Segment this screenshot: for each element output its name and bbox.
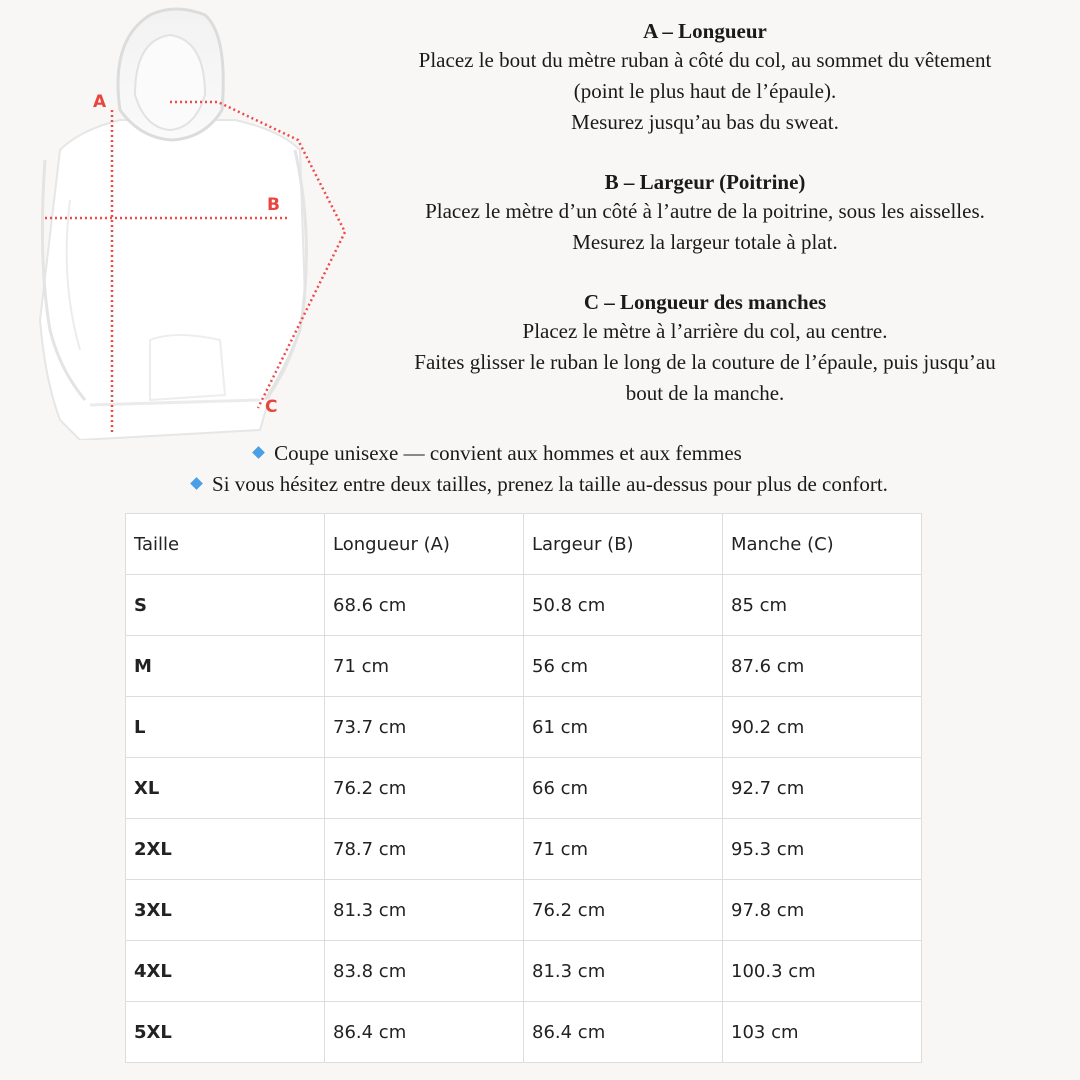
section-sleeve [340,289,1070,409]
section-title: B – Largeur (Poitrine) [604,170,806,194]
table-header-row [126,514,922,575]
instruction-line: (point le plus haut de l’épaule). [573,79,837,103]
header-sleeve: Manche (C) [723,514,922,575]
section-title: C – Longueur des manches [583,290,827,314]
instruction-line: Placez le mètre à l’arrière du col, au centre. [522,319,888,343]
instruction-line: Placez le bout du mètre ruban à côté du col, au sommet du vêtement [418,48,992,72]
length-cell: 68.6 cm [325,575,524,636]
width-cell: 81.3 cm [524,941,723,1002]
length-cell: 71 cm [325,636,524,697]
width-cell: 61 cm [524,697,723,758]
table-row [126,941,922,1002]
hoodie-icon [40,9,306,440]
note-text: Si vous hésitez entre deux tailles, prenez la taille au-dessus pour plus de confort. [212,472,888,496]
label-c: C [265,397,278,417]
measurement-instructions [340,18,1070,440]
fit-notes [0,438,1080,500]
size-cell: 4XL [126,941,325,1002]
header-size: Taille [126,514,325,575]
table-row [126,880,922,941]
table-row [126,575,922,636]
note-item [0,438,1080,469]
size-cell: S [126,575,325,636]
size-cell: 3XL [126,880,325,941]
section-title: A – Longueur [643,19,767,43]
size-cell: XL [126,758,325,819]
sleeve-cell: 90.2 cm [723,697,922,758]
header-length: Longueur (A) [325,514,524,575]
sleeve-cell: 97.8 cm [723,880,922,941]
sleeve-cell: 92.7 cm [723,758,922,819]
note-item [0,469,1080,500]
size-cell: 2XL [126,819,325,880]
width-cell: 76.2 cm [524,880,723,941]
table-row [126,758,922,819]
table-row [126,636,922,697]
section-width [340,169,1070,258]
note-text: Coupe unisexe — convient aux hommes et aux femmes [274,441,742,465]
diamond-bullet-icon [252,446,265,459]
sleeve-cell: 95.3 cm [723,819,922,880]
sleeve-cell: 87.6 cm [723,636,922,697]
size-cell: L [126,697,325,758]
length-cell: 76.2 cm [325,758,524,819]
instruction-line: Mesurez jusqu’au bas du sweat. [571,110,839,134]
width-cell: 66 cm [524,758,723,819]
size-cell: 5XL [126,1002,325,1063]
table-row [126,697,922,758]
label-a: A [93,92,107,112]
instruction-line: Mesurez la largeur totale à plat. [572,230,838,254]
width-cell: 56 cm [524,636,723,697]
instruction-line: Faites glisser le ruban le long de la couture de l’épaule, puis jusqu’au [414,350,996,374]
sleeve-cell: 103 cm [723,1002,922,1063]
table-row [126,1002,922,1063]
instruction-line: Placez le mètre d’un côté à l’autre de la poitrine, sous les aisselles. [425,199,985,223]
length-cell: 83.8 cm [325,941,524,1002]
length-cell: 78.7 cm [325,819,524,880]
sleeve-cell: 100.3 cm [723,941,922,1002]
width-cell: 71 cm [524,819,723,880]
width-cell: 50.8 cm [524,575,723,636]
instruction-line: bout de la manche. [625,381,785,405]
hoodie-measurement-diagram [0,0,360,440]
header-width: Largeur (B) [524,514,723,575]
table-row [126,819,922,880]
section-length [340,18,1070,138]
length-cell: 86.4 cm [325,1002,524,1063]
width-cell: 86.4 cm [524,1002,723,1063]
label-b: B [267,195,280,215]
diamond-bullet-icon [190,477,203,490]
size-table [125,513,922,1063]
size-cell: M [126,636,325,697]
sleeve-cell: 85 cm [723,575,922,636]
length-cell: 81.3 cm [325,880,524,941]
length-cell: 73.7 cm [325,697,524,758]
